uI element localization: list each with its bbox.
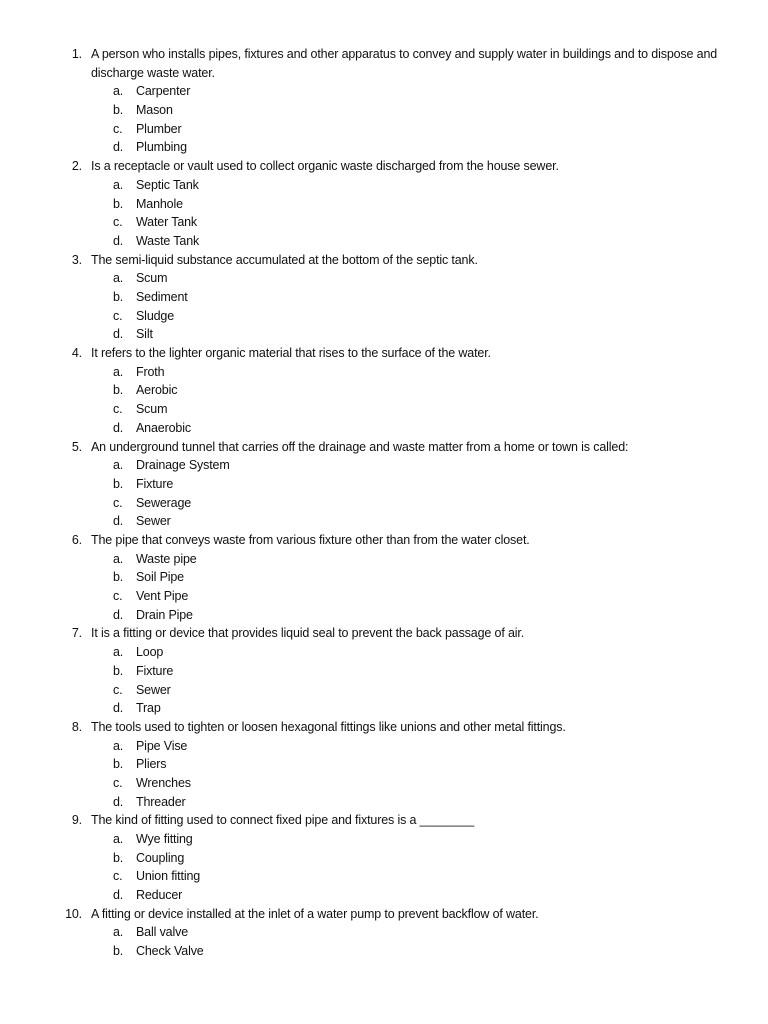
question-row — [0, 344, 768, 363]
option-letter: d. — [113, 327, 124, 342]
option-text: Threader — [136, 794, 186, 809]
question-number: 10. — [65, 906, 82, 921]
question-text: The kind of fitting used to connect fixed pipe and fixtures is a ________ — [91, 813, 475, 828]
answer-option — [0, 475, 768, 494]
option-text: Ball valve — [136, 925, 188, 940]
option-letter: b. — [113, 290, 124, 304]
answer-option — [0, 886, 768, 905]
answer-option — [0, 568, 768, 587]
option-list — [0, 82, 768, 157]
question-item-9 — [0, 811, 768, 904]
option-text: Silt — [136, 327, 153, 342]
option-letter: a. — [113, 925, 124, 940]
option-letter: c. — [113, 869, 123, 884]
option-text: Plumbing — [136, 140, 187, 155]
option-text: Scum — [136, 402, 168, 417]
answer-option — [0, 550, 768, 569]
question-item-3 — [0, 251, 768, 344]
question-text: It is a fitting or device that provides liquid seal to prevent the back passage of air. — [91, 626, 525, 641]
option-letter: c. — [113, 495, 123, 510]
question-item-4 — [0, 344, 768, 437]
question-text: A person who installs pipes, fixtures and other apparatus to convey and supply water in buildings and to dispose and discharge waste water. — [91, 47, 718, 80]
question-text: A fitting or device installed at the inlet of a water pump to prevent backflow of water. — [91, 906, 539, 921]
option-text: Sewer — [136, 682, 171, 697]
option-letter: b. — [113, 476, 124, 491]
question-text: The pipe that conveys waste from various fixture other than from the water closet. — [91, 532, 530, 547]
option-letter: d. — [113, 140, 124, 155]
option-text: Fixture — [136, 476, 174, 491]
answer-option — [0, 737, 768, 756]
question-number: 5. — [71, 439, 82, 454]
option-text: Sludge — [136, 308, 175, 323]
question-row — [0, 251, 768, 270]
option-text: Reducer — [136, 888, 183, 903]
option-text: Wye fitting — [136, 832, 193, 847]
option-letter: b. — [113, 663, 124, 678]
option-letter: b. — [113, 570, 124, 585]
option-text: Mason — [136, 103, 173, 118]
option-letter: b. — [113, 944, 124, 959]
answer-option — [0, 176, 768, 195]
option-text: Check Valve — [136, 944, 204, 959]
answer-option — [0, 195, 768, 214]
option-text: Union fitting — [136, 869, 201, 884]
option-text: Drain Pipe — [136, 607, 193, 622]
option-letter: a. — [113, 832, 124, 847]
question-row — [0, 624, 768, 643]
question-text: An underground tunnel that carries off the drainage and waste matter from a home or town is called: — [91, 439, 629, 454]
option-letter: a. — [113, 645, 124, 660]
answer-option — [0, 755, 768, 774]
option-letter: d. — [113, 701, 124, 716]
option-text: Manhole — [136, 196, 183, 211]
question-number: 8. — [71, 719, 82, 734]
answer-option — [0, 120, 768, 139]
option-text: Pipe Vise — [136, 738, 188, 753]
option-list — [0, 923, 768, 960]
question-text: Is a receptacle or vault used to collect organic waste discharged from the house sewer. — [91, 159, 559, 174]
option-letter: c. — [113, 402, 123, 417]
option-text: Trap — [136, 701, 161, 716]
answer-option — [0, 325, 768, 344]
answer-option — [0, 643, 768, 662]
option-letter: b. — [113, 383, 124, 398]
answer-option — [0, 363, 768, 382]
answer-option — [0, 213, 768, 232]
question-row — [0, 438, 768, 457]
question-item-2 — [0, 157, 768, 250]
answer-option — [0, 307, 768, 326]
option-text: Sediment — [136, 290, 188, 304]
answer-option — [0, 101, 768, 120]
answer-option — [0, 400, 768, 419]
option-letter: b. — [113, 196, 124, 211]
option-list — [0, 363, 768, 438]
answer-option — [0, 494, 768, 513]
option-letter: a. — [113, 458, 124, 473]
option-list — [0, 830, 768, 905]
option-text: Soil Pipe — [136, 570, 184, 585]
answer-option — [0, 138, 768, 157]
question-item-10 — [0, 905, 768, 961]
answer-option — [0, 681, 768, 700]
option-letter: d. — [113, 888, 124, 903]
question-number: 3. — [71, 252, 82, 267]
option-letter: a. — [113, 177, 124, 192]
option-letter: a. — [113, 364, 124, 379]
question-list — [0, 45, 768, 961]
answer-option — [0, 587, 768, 606]
question-number: 1. — [71, 47, 82, 61]
question-number: 9. — [71, 813, 82, 828]
question-row — [0, 531, 768, 550]
option-text: Plumber — [136, 121, 182, 136]
question-item-6 — [0, 531, 768, 624]
answer-option — [0, 606, 768, 625]
question-row — [0, 157, 768, 176]
option-letter: c. — [113, 215, 123, 230]
answer-option — [0, 793, 768, 812]
option-text: Aerobic — [136, 383, 178, 398]
option-letter: d. — [113, 607, 124, 622]
option-letter: c. — [113, 589, 123, 604]
answer-option — [0, 269, 768, 288]
option-letter: c. — [113, 682, 123, 697]
option-text: Scum — [136, 271, 168, 286]
option-letter: a. — [113, 84, 124, 99]
option-text: Drainage System — [136, 458, 230, 473]
option-text: Sewer — [136, 514, 171, 529]
answer-option — [0, 232, 768, 251]
question-item-7 — [0, 624, 768, 717]
option-text: Anaerobic — [136, 420, 191, 435]
option-list — [0, 269, 768, 344]
question-item-5 — [0, 438, 768, 531]
answer-option — [0, 381, 768, 400]
answer-option — [0, 699, 768, 718]
question-item-1 — [0, 45, 768, 157]
question-text: The semi-liquid substance accumulated at the bottom of the septic tank. — [91, 252, 478, 267]
option-letter: b. — [113, 757, 124, 772]
option-letter: a. — [113, 271, 124, 286]
answer-option — [0, 923, 768, 942]
question-row — [0, 45, 768, 82]
answer-option — [0, 288, 768, 307]
option-text: Vent Pipe — [136, 589, 189, 604]
option-text: Froth — [136, 364, 165, 379]
quiz-page — [0, 45, 768, 961]
question-number: 6. — [71, 532, 82, 547]
option-text: Fixture — [136, 663, 174, 678]
question-text: It refers to the lighter organic material that rises to the surface of the water. — [91, 346, 491, 361]
option-list — [0, 737, 768, 812]
option-letter: d. — [113, 233, 124, 248]
question-text: The tools used to tighten or loosen hexagonal fittings like unions and other metal fittings. — [91, 719, 566, 734]
answer-option — [0, 867, 768, 886]
question-number: 7. — [71, 626, 82, 641]
option-letter: c. — [113, 121, 123, 136]
option-text: Water Tank — [136, 215, 198, 230]
answer-option — [0, 830, 768, 849]
option-list — [0, 456, 768, 531]
option-letter: a. — [113, 551, 124, 566]
option-letter: c. — [113, 775, 123, 790]
option-text: Wrenches — [136, 775, 191, 790]
option-letter: d. — [113, 420, 124, 435]
option-text: Septic Tank — [136, 177, 199, 192]
option-list — [0, 643, 768, 718]
option-letter: b. — [113, 103, 124, 118]
answer-option — [0, 82, 768, 101]
question-number: 2. — [71, 159, 82, 174]
answer-option — [0, 456, 768, 475]
option-letter: d. — [113, 794, 124, 809]
option-text: Waste Tank — [136, 233, 200, 248]
question-row — [0, 905, 768, 924]
question-row — [0, 718, 768, 737]
answer-option — [0, 774, 768, 793]
option-letter: b. — [113, 850, 124, 865]
option-text: Pliers — [136, 757, 167, 772]
option-text: Sewerage — [136, 495, 192, 510]
answer-option — [0, 419, 768, 438]
question-number: 4. — [71, 346, 82, 361]
answer-option — [0, 942, 768, 961]
option-list — [0, 176, 768, 251]
option-list — [0, 550, 768, 625]
answer-option — [0, 512, 768, 531]
answer-option — [0, 662, 768, 681]
question-row — [0, 811, 768, 830]
question-item-8 — [0, 718, 768, 811]
option-text: Coupling — [136, 850, 185, 865]
option-letter: c. — [113, 308, 123, 323]
option-text: Waste pipe — [136, 551, 197, 566]
option-letter: a. — [113, 738, 124, 753]
answer-option — [0, 849, 768, 868]
option-letter: d. — [113, 514, 124, 529]
option-text: Loop — [136, 645, 164, 660]
option-text: Carpenter — [136, 84, 191, 99]
